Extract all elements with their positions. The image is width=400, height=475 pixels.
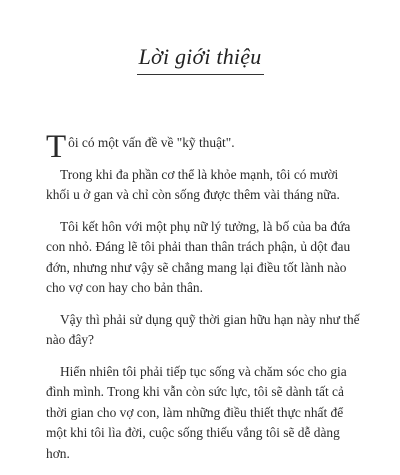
chapter-body (46, 129, 362, 475)
paragraph-5: Hiển nhiên tôi phải tiếp tục sống và chăm sóc cho gia đình mình. Trong khi vẫn còn sức lực, tôi sẽ dành tất cả thời gian cho vợ con, làm những điều thiết thực nhất để một khi tôi lìa đời, cuộc sống thiếu vắng tôi sẽ dễ dàng hơn. (46, 363, 347, 461)
chapter-title: Lời giới thiệu (138, 44, 262, 69)
title-underline (137, 74, 264, 75)
paragraph-2: Trong khi đa phần cơ thể là khỏe mạnh, tôi có mười khối u ở gan và chỉ còn sống được thêm vài tháng nữa. (46, 166, 340, 202)
paragraph-1 (46, 129, 362, 165)
paragraph-1-text: ôi có một vấn đề về "kỹ thuật". (68, 135, 235, 150)
paragraph-3: Tôi kết hôn với một phụ nữ lý tưởng, là bố của ba đứa con nhỏ. Đáng lẽ tôi phải than thân trách phận, ủ dột đau đớn, nhưng như vậy sẽ chẳng mang lại điều tốt lành nào cho vợ con hay cho bản thân. (46, 218, 351, 295)
paragraph-4: Vậy thì phải sử dụng quỹ thời gian hữu hạn này như thế nào đây? (46, 311, 360, 347)
drop-cap: T (46, 129, 67, 165)
